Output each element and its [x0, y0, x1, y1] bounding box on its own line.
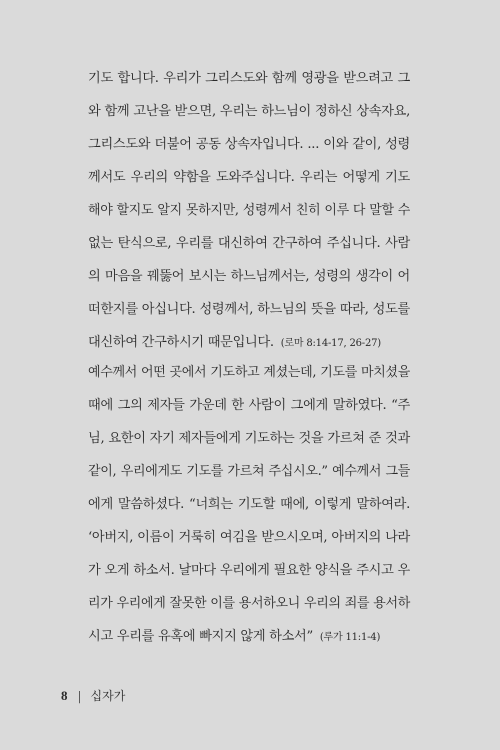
text-line: 그리스도와 더불어 공동 상속자입니다. ... 이와 같이, 성령: [88, 137, 410, 152]
text-line: ‘아버지, 이름이 거룩히 여김을 받으시오며, 아버지의 나라: [88, 530, 410, 545]
text-line: 가 오게 하소서. 날마다 우리에게 필요한 양식을 주시고 우: [88, 563, 410, 578]
text-line-last: [88, 326, 410, 359]
text-line: 리가 우리에게 잘못한 이를 용서하오니 우리의 죄를 용서하: [88, 596, 410, 611]
text-line: 없는 탄식으로, 우리를 대신하여 간구하여 주십니다. 사람: [88, 236, 410, 251]
text-line: 의 마음을 꿰뚫어 보시는 하느님께서는, 성령의 생각이 어: [88, 269, 410, 284]
text-line-content: 대신하여 간구하시기 때문입니다.: [88, 335, 274, 350]
text-line: 같이, 우리에게도 기도를 가르쳐 주십시오.” 예수께서 그들: [88, 464, 410, 479]
page-footer: [61, 688, 125, 704]
text-line: 에게 말씀하셨다. “너희는 기도할 때에, 이렇게 말하여라.: [88, 497, 410, 512]
text-line: 해야 할지도 알지 못하지만, 성령께서 친히 이루 다 말할 수: [88, 203, 410, 218]
text-line-content: 시고 우리를 유혹에 빠지지 않게 하소서”: [88, 629, 313, 644]
book-title: 십자가: [90, 689, 126, 703]
text-line: 예수께서 어떤 곳에서 기도하고 계셨는데, 기도를 마치셨을: [88, 365, 410, 380]
scripture-reference: (루가 11:1-4): [319, 632, 381, 643]
paragraph-luke: [88, 356, 410, 653]
text-line: 기도 합니다. 우리가 그리스도와 함께 영광을 받으려고 그: [88, 71, 410, 86]
text-line: 떠한지를 아십니다. 성령께서, 하느님의 뜻을 따라, 성도를: [88, 302, 410, 317]
text-line-last: [88, 620, 410, 653]
text-line: 때에 그의 제자들 가운데 한 사람이 그에게 말하였다. “주: [88, 398, 410, 413]
text-line: 께서도 우리의 약함을 도와주십니다. 우리는 어떻게 기도: [88, 170, 410, 185]
text-line: 와 함께 고난을 받으면, 우리는 하느님이 정하신 상속자요,: [88, 104, 410, 119]
paragraph-romans: [88, 62, 410, 359]
footer-separator: |: [77, 689, 82, 703]
text-line: 님, 요한이 자기 제자들에게 기도하는 것을 가르쳐 준 것과: [88, 431, 410, 446]
scripture-reference: (로마 8:14-17, 26-27): [280, 338, 381, 349]
page-number: 8: [61, 688, 68, 703]
